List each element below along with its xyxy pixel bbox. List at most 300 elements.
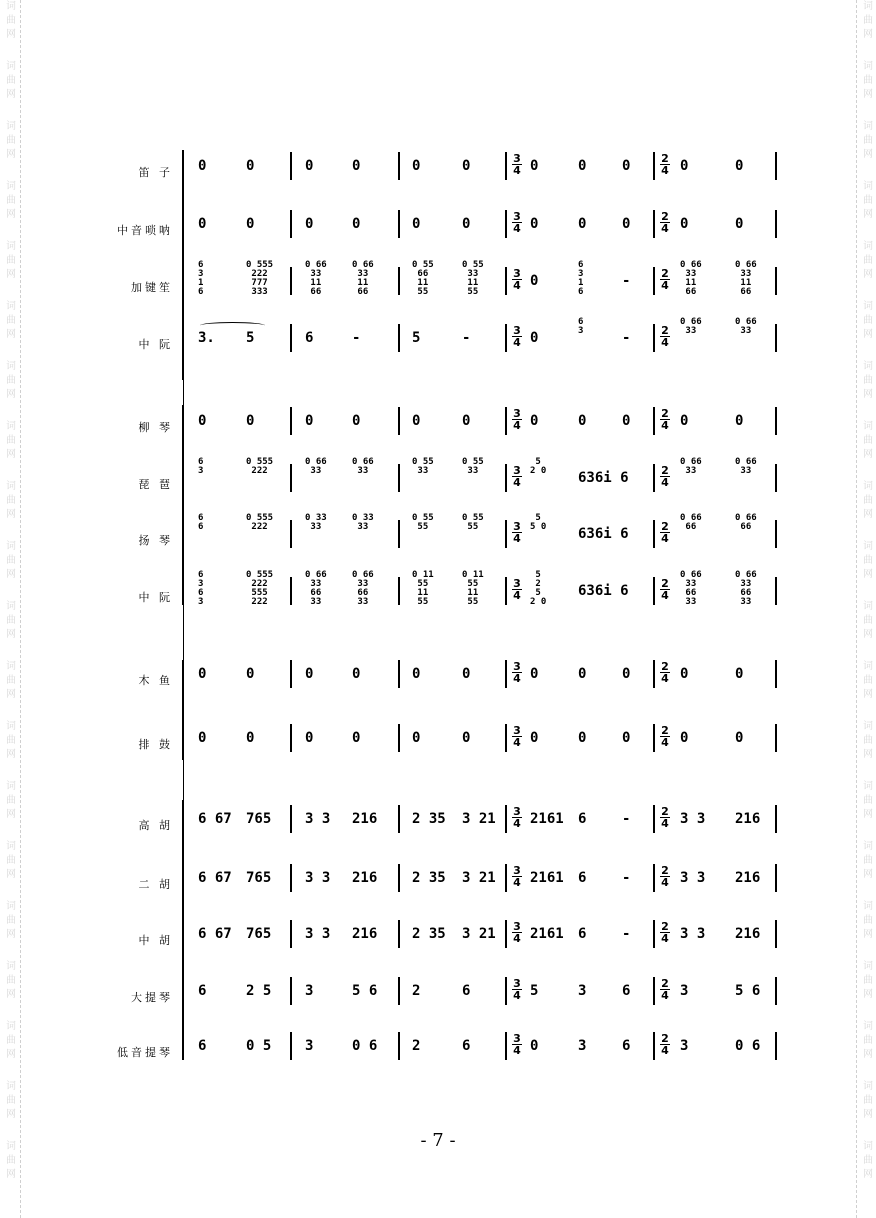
barline [398, 577, 400, 605]
note-group: 0 [622, 216, 631, 232]
barline [653, 267, 655, 295]
watermark-char: 词 [863, 1081, 873, 1092]
time-signature-numerator: 3 [513, 210, 521, 223]
time-signature-denominator: 4 [513, 1044, 521, 1057]
instrument-row [0, 862, 876, 902]
time-signature-denominator: 4 [513, 419, 521, 432]
time-signature [512, 153, 522, 176]
note-group: 5 2 5 2 0 [530, 570, 547, 607]
watermark-char: 词 [863, 541, 873, 552]
note-group: 0 555 222 [246, 457, 274, 476]
note-group: - [622, 811, 631, 827]
watermark-char: 曲 [863, 615, 873, 626]
note-group: 6 [578, 870, 587, 886]
note-group: 3. [198, 330, 215, 346]
watermark-char: 词 [6, 301, 16, 312]
watermark-char: 网 [6, 509, 16, 520]
time-signature-numerator: 2 [661, 864, 669, 877]
watermark-char: 曲 [6, 915, 16, 926]
note-group: - [622, 870, 631, 886]
time-signature-numerator: 2 [661, 210, 669, 223]
note-group: 3 21 [462, 870, 496, 886]
watermark-char: 网 [863, 509, 873, 520]
time-signature-numerator: 3 [513, 520, 521, 533]
barline [653, 407, 655, 435]
watermark-char: 网 [6, 209, 16, 220]
barline [653, 324, 655, 352]
note-group: - [622, 926, 631, 942]
time-signature-denominator: 4 [661, 817, 669, 830]
note-group: 5 [412, 330, 421, 346]
watermark-char: 网 [863, 389, 873, 400]
note-group: 3 3 [680, 926, 706, 942]
time-signature-denominator: 4 [661, 336, 669, 349]
barline [398, 864, 400, 892]
note-group: 216 [735, 870, 761, 886]
instrument-name: 中 阮 [138, 591, 173, 604]
note-group: 0 [622, 413, 631, 429]
watermark-char: 词 [863, 601, 873, 612]
barline [775, 577, 777, 605]
watermark-char: 词 [6, 1141, 16, 1152]
note-group: 0 [578, 216, 587, 232]
watermark-char: 网 [863, 149, 873, 160]
watermark-char: 曲 [863, 1095, 873, 1106]
time-signature-numerator: 3 [513, 724, 521, 737]
watermark-char: 曲 [6, 15, 16, 26]
instrument-name: 排 鼓 [138, 738, 173, 751]
note-group: 0 55 55 [412, 513, 434, 532]
note-group: 0 [462, 216, 471, 232]
note-group: 0 [246, 216, 255, 232]
watermark-char: 词 [6, 1021, 16, 1032]
note-group: 216 [735, 811, 761, 827]
note-group: 2 5 [246, 983, 272, 999]
watermark-char: 网 [863, 989, 873, 1000]
time-signature-numerator: 2 [661, 520, 669, 533]
instrument-row [0, 658, 876, 698]
note-group: 6 67 [198, 811, 232, 827]
barline [290, 407, 292, 435]
time-signature [512, 325, 522, 348]
watermark-char: 曲 [6, 1155, 16, 1166]
note-group: 5 5 0 [530, 513, 547, 532]
note-group: 0 66 33 [352, 457, 374, 476]
barline [505, 324, 507, 352]
watermark-char: 词 [863, 121, 873, 132]
note-group: 216 [352, 811, 378, 827]
time-signature [512, 921, 522, 944]
time-signature [660, 865, 670, 888]
note-group: 6 [578, 811, 587, 827]
barline [653, 977, 655, 1005]
page-number: - 7 - [420, 1130, 456, 1151]
time-signature-denominator: 4 [513, 589, 521, 602]
note-group: 0 [198, 216, 207, 232]
note-group: 0 [198, 666, 207, 682]
note-group: 3 21 [462, 811, 496, 827]
note-group: 6 3 [198, 457, 204, 476]
note-group: 0 [305, 666, 314, 682]
note-group: 0 [578, 413, 587, 429]
note-group: 5 2 0 [530, 457, 547, 476]
watermark-char: 网 [863, 329, 873, 340]
watermark-char: 网 [863, 1109, 873, 1120]
note-group: 0 [530, 216, 539, 232]
barline [398, 920, 400, 948]
note-group: 0 [198, 730, 207, 746]
watermark-char: 网 [863, 89, 873, 100]
note-group: 0 [462, 413, 471, 429]
note-group: 3 3 [680, 870, 706, 886]
watermark-char: 曲 [6, 315, 16, 326]
time-signature [660, 268, 670, 291]
time-signature-denominator: 4 [513, 476, 521, 489]
note-group: 765 [246, 811, 272, 827]
watermark-char: 网 [6, 29, 16, 40]
note-group: 0 [246, 666, 255, 682]
note-group: - [462, 330, 471, 346]
barline [290, 920, 292, 948]
barline [290, 864, 292, 892]
watermark-char: 词 [6, 601, 16, 612]
watermark-char: 曲 [863, 675, 873, 686]
watermark-char: 网 [863, 569, 873, 580]
note-group: 0 [246, 730, 255, 746]
watermark-char: 网 [863, 809, 873, 820]
watermark-char: 网 [6, 1109, 16, 1120]
note-group: 0 6 [352, 1038, 378, 1054]
note-group: 0 33 33 [305, 513, 327, 532]
watermark-char: 曲 [863, 855, 873, 866]
time-signature-numerator: 3 [513, 660, 521, 673]
time-signature-numerator: 3 [513, 920, 521, 933]
instrument-name: 中 胡 [138, 934, 173, 947]
time-signature [512, 1033, 522, 1056]
barline [290, 724, 292, 752]
barline [398, 520, 400, 548]
note-group: 3 3 [305, 926, 331, 942]
barline [505, 267, 507, 295]
barline [398, 724, 400, 752]
watermark-char: 词 [6, 721, 16, 732]
note-group: 216 [352, 926, 378, 942]
time-signature [660, 578, 670, 601]
instrument-row [0, 208, 876, 248]
watermark-char: 词 [863, 721, 873, 732]
note-group: 0 66 33 [305, 457, 327, 476]
instrument-name: 琵 琶 [138, 478, 173, 491]
watermark-char: 网 [6, 89, 16, 100]
time-signature [512, 268, 522, 291]
note-group: 0 [352, 413, 361, 429]
time-signature [660, 1033, 670, 1056]
note-group: 2 [412, 983, 421, 999]
slur-mark [200, 322, 265, 329]
note-group: 0 [578, 730, 587, 746]
time-signature [512, 806, 522, 829]
note-group: 0 66 33 66 33 [735, 570, 757, 607]
note-group: 0 [530, 413, 539, 429]
barline [775, 977, 777, 1005]
barline [653, 210, 655, 238]
watermark-char: 曲 [6, 615, 16, 626]
note-group: 0 55 33 [412, 457, 434, 476]
watermark-char: 词 [863, 841, 873, 852]
note-group: 0 [462, 158, 471, 174]
instrument-name: 低音提琴 [117, 1046, 173, 1059]
watermark-char: 词 [863, 781, 873, 792]
barline [290, 267, 292, 295]
barline [398, 660, 400, 688]
barline [505, 977, 507, 1005]
note-group: 2161 [530, 811, 564, 827]
watermark-char: 网 [6, 809, 16, 820]
note-group: 3 3 [305, 870, 331, 886]
barline [775, 464, 777, 492]
note-group: 0 6 [735, 1038, 761, 1054]
note-group: - [622, 273, 631, 289]
watermark-char: 网 [863, 1049, 873, 1060]
watermark-char: 词 [6, 481, 16, 492]
time-signature-denominator: 4 [661, 736, 669, 749]
note-group: 0 [735, 158, 744, 174]
time-signature-numerator: 2 [661, 805, 669, 818]
watermark-char: 网 [6, 989, 16, 1000]
note-group: 6 [462, 1038, 471, 1054]
note-group: 2161 [530, 870, 564, 886]
watermark-char: 词 [6, 961, 16, 972]
watermark-char: 网 [863, 29, 873, 40]
barline [775, 267, 777, 295]
instrument-name: 中 阮 [138, 338, 173, 351]
watermark-char: 词 [863, 661, 873, 672]
note-group: 5 6 [352, 983, 378, 999]
note-group: 0 [198, 413, 207, 429]
watermark-char: 曲 [6, 1095, 16, 1106]
note-group: 2 35 [412, 811, 446, 827]
note-group: 6 67 [198, 926, 232, 942]
barline [775, 520, 777, 548]
time-signature-denominator: 4 [661, 164, 669, 177]
watermark-char: 曲 [863, 75, 873, 86]
note-group: 2 [412, 1038, 421, 1054]
note-group: 5 [530, 983, 539, 999]
note-group: 6 [198, 1038, 207, 1054]
time-signature-denominator: 4 [513, 736, 521, 749]
barline [398, 464, 400, 492]
note-group: 6 3 1 6 [198, 260, 204, 297]
instrument-row [0, 722, 876, 762]
watermark-char: 词 [863, 1021, 873, 1032]
watermark-char: 曲 [863, 135, 873, 146]
time-signature-denominator: 4 [661, 589, 669, 602]
note-group: 0 66 66 [680, 513, 702, 532]
watermark-char: 曲 [6, 255, 16, 266]
note-group: 216 [352, 870, 378, 886]
barline [775, 724, 777, 752]
time-signature-denominator: 4 [661, 672, 669, 685]
note-group: 0 66 33 11 66 [305, 260, 327, 297]
instrument-name: 高 胡 [138, 819, 173, 832]
note-group: 0 [530, 273, 539, 289]
time-signature-numerator: 2 [661, 1032, 669, 1045]
watermark-char: 词 [6, 241, 16, 252]
note-group: 216 [735, 926, 761, 942]
note-group: 6 3 1 6 [578, 260, 584, 297]
time-signature-denominator: 4 [513, 672, 521, 685]
watermark-char: 网 [863, 689, 873, 700]
note-group: 636i 6 [578, 583, 629, 599]
watermark-char: 曲 [863, 255, 873, 266]
note-group: 2 35 [412, 870, 446, 886]
barline [290, 805, 292, 833]
note-group: 0 [530, 1038, 539, 1054]
note-group: 3 [305, 983, 314, 999]
barline [653, 660, 655, 688]
barline [775, 324, 777, 352]
barline [505, 152, 507, 180]
note-group: 0 [622, 158, 631, 174]
barline [290, 577, 292, 605]
barline [505, 920, 507, 948]
time-signature-numerator: 2 [661, 152, 669, 165]
time-signature-numerator: 2 [661, 407, 669, 420]
instrument-row [0, 570, 876, 615]
note-group: 0 555 222 555 222 [246, 570, 274, 607]
note-group: 3 3 [680, 811, 706, 827]
time-signature-numerator: 3 [513, 577, 521, 590]
note-group: 0 [352, 730, 361, 746]
watermark-char: 词 [6, 181, 16, 192]
note-group: - [622, 330, 631, 346]
time-signature-numerator: 3 [513, 1032, 521, 1045]
instrument-row [0, 150, 876, 190]
watermark-char: 词 [863, 1141, 873, 1152]
time-signature [660, 661, 670, 684]
note-group: 3 [680, 1038, 689, 1054]
note-group: 0 66 33 [735, 317, 757, 336]
time-signature [512, 408, 522, 431]
note-group: 0 [680, 413, 689, 429]
time-signature-denominator: 4 [513, 932, 521, 945]
note-group: 0 33 33 [352, 513, 374, 532]
watermark-char: 词 [863, 961, 873, 972]
barline [290, 152, 292, 180]
barline [290, 210, 292, 238]
watermark-char: 网 [863, 209, 873, 220]
watermark-char: 网 [863, 449, 873, 460]
note-group: 0 [352, 158, 361, 174]
watermark-char: 曲 [863, 375, 873, 386]
barline [653, 920, 655, 948]
watermark-char: 网 [6, 1049, 16, 1060]
note-group: 0 [530, 730, 539, 746]
watermark-char: 曲 [6, 675, 16, 686]
instrument-name: 大提琴 [131, 991, 173, 1004]
time-signature [660, 153, 670, 176]
watermark-char: 词 [863, 301, 873, 312]
time-signature-denominator: 4 [513, 989, 521, 1002]
time-signature-denominator: 4 [661, 1044, 669, 1057]
watermark-char: 曲 [6, 1035, 16, 1046]
time-signature-numerator: 2 [661, 267, 669, 280]
note-group: 6 [622, 1038, 631, 1054]
note-group: 0 [198, 158, 207, 174]
note-group: 0 [622, 730, 631, 746]
barline [398, 977, 400, 1005]
watermark-char: 词 [863, 361, 873, 372]
note-group: - [352, 330, 361, 346]
note-group: 6 3 6 3 [198, 570, 204, 607]
barline [775, 864, 777, 892]
barline [505, 805, 507, 833]
note-group: 0 [352, 216, 361, 232]
time-signature-numerator: 2 [661, 577, 669, 590]
note-group: 0 [622, 666, 631, 682]
barline [505, 577, 507, 605]
watermark-char: 曲 [6, 75, 16, 86]
instrument-row [0, 803, 876, 843]
instrument-name: 二 胡 [138, 878, 173, 891]
note-group: 0 [530, 330, 539, 346]
barline [505, 660, 507, 688]
watermark-char: 网 [6, 569, 16, 580]
time-signature [512, 725, 522, 748]
note-group: 0 55 66 11 55 [412, 260, 434, 297]
note-group: 0 66 33 [680, 317, 702, 336]
note-group: 0 55 33 11 55 [462, 260, 484, 297]
barline [653, 1032, 655, 1060]
note-group: 3 [305, 1038, 314, 1054]
watermark-char: 曲 [6, 555, 16, 566]
barline [398, 152, 400, 180]
watermark-char: 曲 [863, 495, 873, 506]
watermark-char: 网 [863, 869, 873, 880]
barline [775, 407, 777, 435]
instrument-row [0, 918, 876, 958]
barline [290, 1032, 292, 1060]
time-signature-denominator: 4 [513, 222, 521, 235]
watermark-char: 词 [863, 421, 873, 432]
barline [398, 1032, 400, 1060]
note-group: 765 [246, 870, 272, 886]
watermark-char: 曲 [6, 435, 16, 446]
barline [653, 724, 655, 752]
note-group: 636i 6 [578, 470, 629, 486]
note-group: 0 5 [246, 1038, 272, 1054]
note-group: 0 [462, 666, 471, 682]
watermark-char: 网 [6, 929, 16, 940]
note-group: 0 [735, 730, 744, 746]
time-signature-numerator: 2 [661, 920, 669, 933]
note-group: 0 11 55 11 55 [462, 570, 484, 607]
time-signature-numerator: 2 [661, 464, 669, 477]
barline [398, 805, 400, 833]
note-group: 0 [680, 216, 689, 232]
note-group: 6 3 [578, 317, 584, 336]
barline [398, 210, 400, 238]
watermark-char: 网 [6, 269, 16, 280]
note-group: 0 [412, 666, 421, 682]
instrument-name: 木 鱼 [138, 674, 173, 687]
note-group: 0 66 33 11 66 [352, 260, 374, 297]
barline [290, 464, 292, 492]
time-signature [660, 725, 670, 748]
watermark-char: 网 [6, 629, 16, 640]
time-signature [512, 521, 522, 544]
note-group: 0 [735, 413, 744, 429]
